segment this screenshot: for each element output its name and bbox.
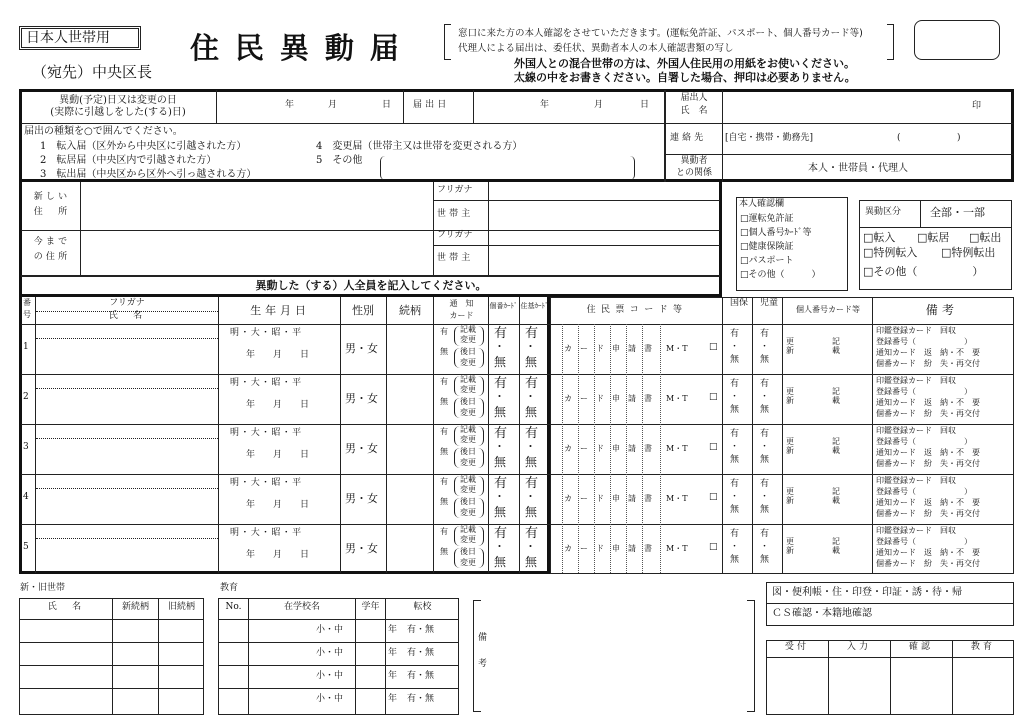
notice-line-4: 太線の中をお書きください。自署した場合、押印は必要ありません。 [514, 71, 856, 84]
kokuho-dot: ・ [730, 492, 740, 502]
identity-check-title: 本人確認欄 [739, 199, 785, 209]
mynum-yes[interactable]: 有 [494, 426, 508, 441]
code-box[interactable]: □ [709, 342, 718, 352]
code-char: 申 [612, 544, 620, 553]
kokuho-dot: ・ [730, 442, 740, 452]
birth-era: 明・大・昭・平 [230, 528, 303, 538]
header-jido: 児童 [759, 298, 778, 308]
new-furigana-label: フリガナ [437, 185, 473, 195]
reception-number-box [914, 20, 1000, 60]
code-mt: M・T [666, 344, 688, 353]
birth-era: 明・大・昭・平 [230, 478, 303, 488]
juki-yes[interactable]: 有 [525, 426, 539, 441]
move-date-sublabel: (実際に引越しをした(する)日) [50, 107, 186, 118]
juki-yes[interactable]: 有 [525, 326, 539, 341]
mynum-dot: ・ [494, 490, 505, 503]
birth-ymd: 年 月 日 [246, 500, 310, 510]
notice-gojitsu: 後日 [460, 347, 476, 356]
edu-transfer[interactable]: 有・無 [407, 694, 435, 704]
jido-dot: ・ [760, 542, 770, 552]
code-box[interactable]: □ [709, 492, 718, 502]
type-4[interactable]: 4 変更届（世帯主又は世帯を変更される方） [316, 141, 523, 152]
mynumcard-record: 記載 [832, 537, 840, 555]
mynum-no[interactable]: 無 [494, 505, 507, 519]
header-notice-card-2: カード [449, 311, 474, 320]
new-address-label: 新しい [33, 192, 71, 202]
juki-dot: ・ [525, 440, 536, 453]
stamp-received: 受付 [784, 642, 810, 652]
code-char: 書 [644, 544, 652, 553]
sex-choice[interactable]: 男・女 [345, 442, 378, 455]
sex-choice[interactable]: 男・女 [345, 542, 378, 555]
edu-grade: 年 [388, 671, 398, 681]
move-date-day: 日 [382, 100, 392, 110]
code-char: 申 [612, 394, 620, 403]
notice-henko2: 変更 [460, 408, 476, 417]
mynum-dot: ・ [494, 340, 505, 353]
code-char: 請 [628, 394, 636, 403]
note-line: 個番カード 紛 失・再交付 [876, 459, 980, 468]
type-2[interactable]: 2 転居届（中央区内で引越された方） [40, 155, 217, 166]
stamp-input: 入力 [846, 642, 872, 652]
code-char: ー [580, 344, 588, 353]
note-line: 印鑑登録カード 回収 [876, 426, 956, 435]
filing-date-day: 日 [640, 100, 650, 110]
notice-ari: 有 [440, 377, 448, 386]
mynumcard-record: 記載 [832, 437, 840, 455]
notice-henko2: 変更 [460, 508, 476, 517]
header-name: 氏 名 [108, 311, 146, 321]
code-char: 請 [628, 544, 636, 553]
sex-choice[interactable]: 男・女 [345, 492, 378, 505]
edu-col-school: 在学校名 [283, 602, 320, 612]
all-members-notice: 異動した（する）人全員を記入してください。 [255, 279, 487, 292]
category-special-out[interactable]: □特例転出 [941, 246, 996, 259]
notice-ari: 有 [440, 527, 448, 536]
jido-yes[interactable]: 有 [760, 529, 770, 539]
move-category-title: 異動区分 [865, 207, 902, 217]
new-address-label-2: 住 所 [33, 207, 71, 217]
code-box[interactable]: □ [709, 442, 718, 452]
note-line: 個番カード 紛 失・再交付 [876, 359, 980, 368]
juki-dot: ・ [525, 540, 536, 553]
mynum-dot: ・ [494, 390, 505, 403]
type-5[interactable]: 5 その他 [316, 155, 363, 166]
juki-dot: ・ [525, 390, 536, 403]
edu-transfer[interactable]: 有・無 [407, 625, 435, 635]
code-mt: M・T [666, 544, 688, 553]
note-line: 印鑑登録カード 回収 [876, 526, 956, 535]
notice-kisai: 記載 [460, 375, 476, 384]
remarks-label-1: 備 [478, 633, 488, 643]
stamp-education: 教育 [970, 642, 996, 652]
code-char: ー [580, 544, 588, 553]
type-3[interactable]: 3 転出届（中央区から区外へ引っ越される方） [40, 169, 257, 180]
code-box[interactable]: □ [709, 392, 718, 402]
header-no-1: 番 [23, 298, 31, 307]
notice-henko: 変更 [460, 535, 476, 544]
notice-kisai: 記載 [460, 525, 476, 534]
type-1[interactable]: 1 転入届（区外から中央区に引越された方） [40, 141, 247, 152]
header-birth: 生年月日 [250, 304, 310, 317]
code-char: カ [564, 494, 572, 503]
jido-dot: ・ [760, 492, 770, 502]
kokuho-yes[interactable]: 有 [730, 529, 740, 539]
kokuho-yes[interactable]: 有 [730, 479, 740, 489]
notice-henko: 変更 [460, 335, 476, 344]
filer-label: 届出人 [680, 93, 708, 103]
header-code: 住民票コード等 [586, 305, 688, 315]
edu-col-no: No. [225, 602, 242, 612]
edu-col-grade: 学年 [361, 602, 380, 612]
notice-henko2: 変更 [460, 358, 476, 367]
code-char: ド [596, 394, 604, 403]
notice-ari: 有 [440, 327, 448, 336]
mynum-yes[interactable]: 有 [494, 526, 508, 541]
header-no-2: 号 [23, 310, 31, 319]
header-note: 備考 [925, 303, 959, 317]
notice-henko2: 変更 [460, 458, 476, 467]
jido-no[interactable]: 無 [760, 355, 770, 365]
row-number: 5 [23, 542, 29, 552]
notice-nashi: 無 [440, 547, 448, 556]
mynum-no[interactable]: 無 [494, 555, 507, 569]
juki-no[interactable]: 無 [525, 505, 538, 519]
edu-transfer[interactable]: 有・無 [407, 648, 435, 658]
contact-paren-open: ( [897, 133, 901, 143]
move-date-month: 月 [328, 100, 338, 110]
kokuho-yes[interactable]: 有 [730, 429, 740, 439]
row-number: 1 [23, 342, 29, 352]
mynum-yes[interactable]: 有 [494, 376, 508, 391]
mynum-dot: ・ [494, 440, 505, 453]
notice-gojitsu: 後日 [460, 397, 476, 406]
jido-no[interactable]: 無 [760, 405, 770, 415]
notice-nashi: 無 [440, 497, 448, 506]
id-check-insurance[interactable]: □健康保険証 [740, 242, 794, 252]
juki-yes[interactable]: 有 [525, 376, 539, 391]
notice-kisai: 記載 [460, 475, 476, 484]
juki-yes[interactable]: 有 [525, 476, 539, 491]
form-title: 住民異動届 [190, 31, 415, 65]
note-line: 登録番号（ ） [876, 337, 972, 346]
note-line: 個番カード 紛 失・再交付 [876, 409, 980, 418]
note-line: 登録番号（ ） [876, 487, 972, 496]
row-number: 4 [23, 492, 29, 502]
old-household-title: 新・旧世帯 [20, 583, 66, 593]
notice-henko2: 変更 [460, 558, 476, 567]
edu-grade: 年 [388, 694, 398, 704]
jido-yes[interactable]: 有 [760, 379, 770, 389]
edu-col-transfer: 転校 [413, 602, 432, 612]
household-type-label: 日本人世帯用 [26, 30, 110, 46]
jido-no[interactable]: 無 [760, 555, 770, 565]
code-char: 申 [612, 494, 620, 503]
old-col-new-rel: 新続柄 [121, 602, 149, 612]
mynumcard-renew: 更新 [786, 487, 794, 505]
old-address-label: 今まで [33, 237, 71, 247]
notice-ari: 有 [440, 427, 448, 436]
birth-era: 明・大・昭・平 [230, 328, 303, 338]
note-line: 登録番号（ ） [876, 387, 972, 396]
mynum-no[interactable]: 無 [494, 405, 507, 419]
mynumcard-renew: 更新 [786, 437, 794, 455]
notice-bracket-right [887, 24, 894, 60]
category-tenkyo[interactable]: □転居 [917, 231, 950, 244]
code-char: ー [580, 494, 588, 503]
juki-dot: ・ [525, 490, 536, 503]
remarks-bracket [473, 600, 481, 712]
jido-dot: ・ [760, 442, 770, 452]
notice-kisai: 記載 [460, 425, 476, 434]
mynum-yes[interactable]: 有 [494, 476, 508, 491]
code-char: ー [580, 394, 588, 403]
notice-nashi: 無 [440, 397, 448, 406]
relation-label: 異動者 [680, 156, 708, 166]
kokuho-dot: ・ [730, 542, 740, 552]
old-col-name: 氏 名 [47, 602, 85, 612]
code-char: 請 [628, 444, 636, 453]
addressee: （宛先）中央区長 [32, 63, 153, 81]
header-mynumber-card: 個人番号カード等 [796, 305, 860, 314]
mynum-no[interactable]: 無 [494, 455, 507, 469]
code-char: 申 [612, 444, 620, 453]
mynumcard-record: 記載 [832, 387, 840, 405]
notice-ari: 有 [440, 477, 448, 486]
mynumcard-record: 記載 [832, 487, 840, 505]
header-mynum-card: 個番ｶｰﾄﾞ [489, 302, 518, 310]
kokuho-no[interactable]: 無 [730, 355, 740, 365]
edu-grade: 年 [388, 648, 398, 658]
move-date-label: 異動(予定)日又は変更の日 [59, 95, 177, 106]
code-char: 書 [644, 344, 652, 353]
birth-ymd: 年 月 日 [246, 550, 310, 560]
code-mt: M・T [666, 494, 688, 503]
note-line: 印鑑登録カード 回収 [876, 376, 956, 385]
mynumcard-renew: 更新 [786, 387, 794, 405]
header-furigana: フリガナ [109, 298, 145, 308]
code-char: カ [564, 394, 572, 403]
old-address-label-2: の住所 [33, 252, 71, 262]
jido-yes[interactable]: 有 [760, 479, 770, 489]
mynumcard-renew: 更新 [786, 337, 794, 355]
code-char: 書 [644, 444, 652, 453]
mynum-dot: ・ [494, 540, 505, 553]
sex-choice[interactable]: 男・女 [345, 392, 378, 405]
office-checklist-2: ＣＳ確認・本籍地確認 [772, 608, 872, 619]
filing-date-month: 月 [594, 100, 604, 110]
juki-yes[interactable]: 有 [525, 526, 539, 541]
birth-era: 明・大・昭・平 [230, 378, 303, 388]
header-notice-card-1: 通 知 [449, 299, 474, 308]
notice-bracket-left [444, 24, 451, 60]
category-tennyu[interactable]: □転入 [863, 231, 896, 244]
kokuho-dot: ・ [730, 342, 740, 352]
edu-grade: 年 [388, 625, 398, 635]
note-line: 登録番号（ ） [876, 437, 972, 446]
type-instruction: 届出の種類を○で囲んでください。 [24, 126, 183, 137]
kokuho-no[interactable]: 無 [730, 405, 740, 415]
code-char: ド [596, 544, 604, 553]
edu-transfer[interactable]: 有・無 [407, 671, 435, 681]
juki-dot: ・ [525, 340, 536, 353]
move-date-year: 年 [285, 100, 295, 110]
new-head-label: 世帯主 [437, 209, 474, 219]
juki-no[interactable]: 無 [525, 455, 538, 469]
notice-line-1: 窓口に来た方の本人確認をさせていただきます。(運転免許証、パスポート、個人番号カード等) [458, 28, 863, 39]
row-number: 2 [23, 392, 29, 402]
header-kokuho: 国保 [729, 298, 748, 308]
juki-no[interactable]: 無 [525, 355, 538, 369]
note-line: 印鑑登録カード 回収 [876, 326, 956, 335]
edu-school-type: 小・中 [316, 694, 344, 704]
birth-ymd: 年 月 日 [246, 450, 310, 460]
remarks-label-2: 考 [478, 659, 488, 669]
note-line: 通知カード 返 納・不 要 [876, 348, 980, 357]
notice-nashi: 無 [440, 447, 448, 456]
kokuho-dot: ・ [730, 392, 740, 402]
notice-line-3: 外国人との混合世帯の方は、外国人住民用の用紙をお使いください。 [514, 57, 855, 70]
note-line: 印鑑登録カード 回収 [876, 476, 956, 485]
jido-dot: ・ [760, 342, 770, 352]
note-line: 登録番号（ ） [876, 537, 972, 546]
juki-no[interactable]: 無 [525, 405, 538, 419]
jido-no[interactable]: 無 [760, 505, 770, 515]
notice-henko: 変更 [460, 385, 476, 394]
code-char: 書 [644, 394, 652, 403]
notice-nashi: 無 [440, 347, 448, 356]
old-head-label: 世帯主 [437, 253, 474, 263]
contact-paren-close: ) [957, 133, 961, 143]
code-char: カ [564, 444, 572, 453]
header-juki-card: 住基ｶｰﾄﾞ [520, 302, 549, 310]
mynumcard-renew: 更新 [786, 537, 794, 555]
kokuho-no[interactable]: 無 [730, 555, 740, 565]
filer-name-label: 氏 名 [680, 106, 708, 116]
jido-yes[interactable]: 有 [760, 429, 770, 439]
sex-choice[interactable]: 男・女 [345, 342, 378, 355]
code-char: 請 [628, 494, 636, 503]
birth-era: 明・大・昭・平 [230, 428, 303, 438]
office-checklist-1: 図・便利帳・住・印登・印証・誘・待・帰 [772, 587, 962, 598]
edu-school-type: 小・中 [316, 625, 344, 635]
category-other[interactable]: □その他（ ） [863, 265, 984, 278]
header-relation: 続柄 [399, 304, 421, 317]
birth-ymd: 年 月 日 [246, 350, 310, 360]
kokuho-yes[interactable]: 有 [730, 379, 740, 389]
notice-line-2: 代理人による届出は、委任状、異動者本人の本人確認書類の写し [458, 43, 734, 54]
notice-gojitsu: 後日 [460, 547, 476, 556]
code-char: ド [596, 344, 604, 353]
id-check-mynumber[interactable]: □個人番号ｶｰﾄﾞ等 [740, 228, 812, 238]
code-box[interactable]: □ [709, 542, 718, 552]
jido-dot: ・ [760, 392, 770, 402]
code-char: 請 [628, 344, 636, 353]
code-mt: M・T [666, 444, 688, 453]
note-line: 個番カード 紛 失・再交付 [876, 559, 980, 568]
code-char: 申 [612, 344, 620, 353]
contact-label: 連絡先 [670, 133, 707, 143]
mynum-no[interactable]: 無 [494, 355, 507, 369]
id-check-passport[interactable]: □パスポート [740, 256, 794, 266]
code-char: 書 [644, 494, 652, 503]
filing-date-year: 年 [540, 100, 550, 110]
kokuho-no[interactable]: 無 [730, 505, 740, 515]
code-char: ド [596, 444, 604, 453]
code-char: カ [564, 344, 572, 353]
id-check-license[interactable]: □運転免許証 [740, 214, 794, 224]
code-char: カ [564, 544, 572, 553]
filing-date-label: 届出日 [413, 100, 450, 110]
edu-school-type: 小・中 [316, 671, 344, 681]
jido-no[interactable]: 無 [760, 455, 770, 465]
relation-label-2: との関係 [675, 168, 712, 178]
note-line: 通知カード 返 納・不 要 [876, 548, 980, 557]
code-char: ド [596, 494, 604, 503]
move-category-value: 全部・一部 [930, 206, 985, 219]
note-line: 通知カード 返 納・不 要 [876, 448, 980, 457]
notice-gojitsu: 後日 [460, 447, 476, 456]
header-sex: 性別 [352, 304, 374, 317]
old-furigana-label: フリガナ [437, 230, 473, 240]
note-line: 通知カード 返 納・不 要 [876, 398, 980, 407]
relation-value: 本人・世帯員・代理人 [808, 163, 908, 174]
mynumcard-record: 記載 [832, 337, 840, 355]
note-line: 個番カード 紛 失・再交付 [876, 509, 980, 518]
edu-school-type: 小・中 [316, 648, 344, 658]
notice-henko: 変更 [460, 485, 476, 494]
notice-gojitsu: 後日 [460, 497, 476, 506]
row-number: 3 [23, 442, 29, 452]
mynum-yes[interactable]: 有 [494, 326, 508, 341]
old-col-old-rel: 旧続柄 [167, 602, 195, 612]
seal-mark: 印 [972, 101, 982, 111]
id-check-other[interactable]: □その他（ ） [740, 270, 821, 280]
notice-kisai: 記載 [460, 325, 476, 334]
code-mt: M・T [666, 394, 688, 403]
education-title: 教育 [220, 583, 239, 593]
notice-henko: 変更 [460, 435, 476, 444]
category-special-in[interactable]: □特例転入 [863, 246, 918, 259]
type-other-bracket [380, 156, 635, 180]
stamp-confirm: 確認 [908, 642, 934, 652]
remarks-bracket-right [747, 600, 755, 712]
kokuho-yes[interactable]: 有 [730, 329, 740, 339]
contact-hint: [自宅・携帯・勤務先] [725, 133, 814, 143]
jido-yes[interactable]: 有 [760, 329, 770, 339]
note-line: 通知カード 返 納・不 要 [876, 498, 980, 507]
category-tenshutsu[interactable]: □転出 [969, 231, 1002, 244]
juki-no[interactable]: 無 [525, 555, 538, 569]
birth-ymd: 年 月 日 [246, 400, 310, 410]
kokuho-no[interactable]: 無 [730, 455, 740, 465]
code-char: ー [580, 444, 588, 453]
